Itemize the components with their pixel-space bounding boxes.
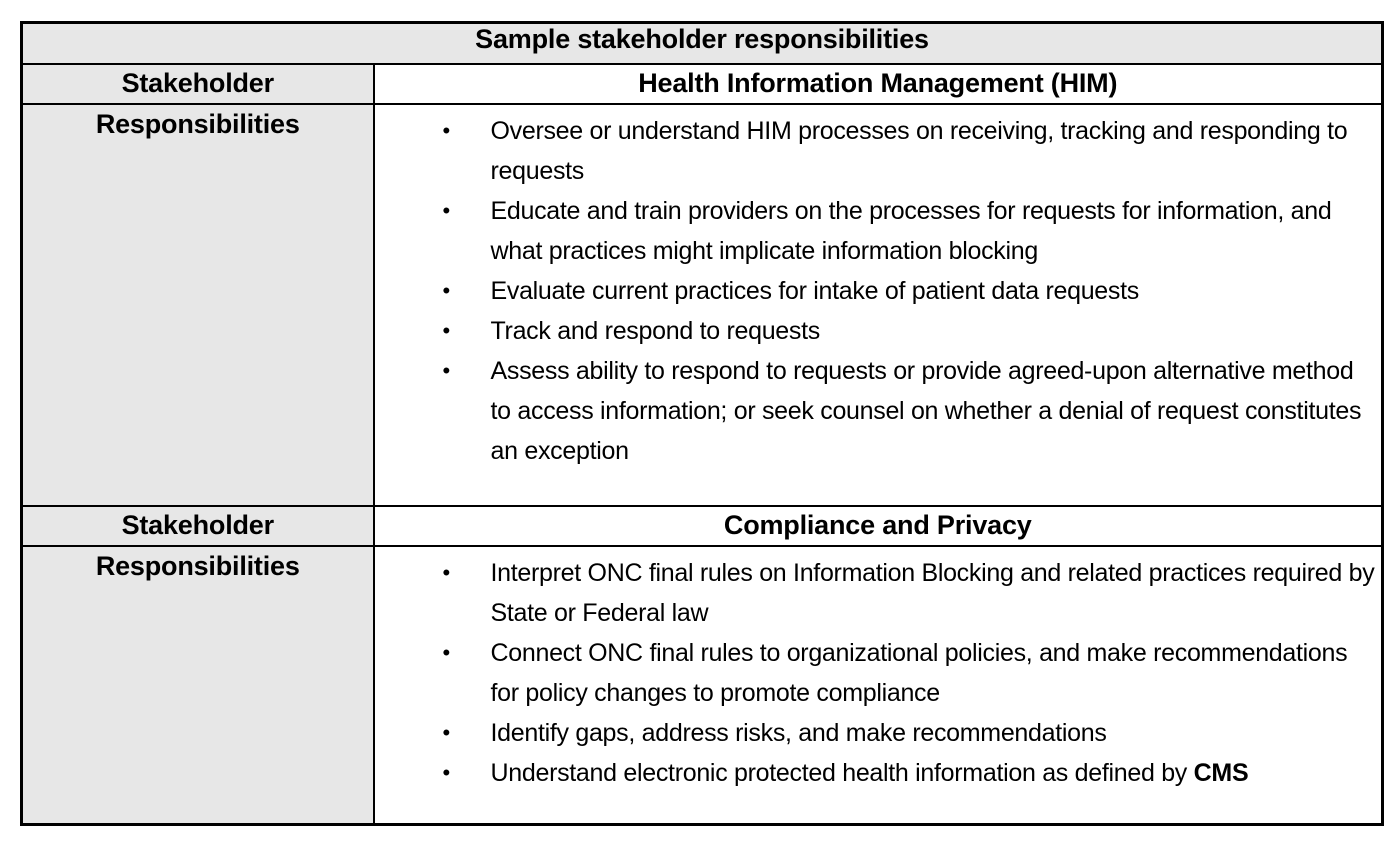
bullet-text: Assess ability to respond to requests or provide agreed-upon alternative method to access information; or seek counsel on whether a denial of request constitutes an exception xyxy=(490,356,1362,465)
bullet-text: Connect ONC final rules to organizational policies, and make recommendations for policy changes to promote compliance xyxy=(490,638,1348,707)
responsibilities-row-him xyxy=(22,104,1383,506)
bullet-text: Interpret ONC final rules on Information Blocking and related practices required by State or Federal law xyxy=(490,558,1375,627)
responsibilities-label: Responsibilities xyxy=(22,546,374,825)
bullet-item xyxy=(375,271,1378,311)
bullet-item xyxy=(375,713,1378,753)
bullet-icon: • xyxy=(442,719,450,745)
bullet-icon: • xyxy=(442,559,450,585)
responsibilities-cell-compliance xyxy=(374,546,1383,825)
bullet-bold-text: CMS xyxy=(1193,758,1249,787)
bullet-text: Understand electronic protected health information as defined by CMS xyxy=(490,758,1249,787)
bullet-icon: • xyxy=(442,317,450,343)
responsibilities-row-compliance xyxy=(22,546,1383,825)
stakeholder-value-him: Health Information Management (HIM) xyxy=(374,64,1383,104)
bullet-icon: • xyxy=(442,357,450,383)
table-title: Sample stakeholder responsibilities xyxy=(22,23,1383,64)
table-title-row xyxy=(22,23,1383,64)
bullet-item xyxy=(375,311,1378,351)
bullet-text: Educate and train providers on the processes for requests for information, and what practices might implicate information blocking xyxy=(490,196,1332,265)
bullet-text: Track and respond to requests xyxy=(490,316,820,345)
responsibilities-label: Responsibilities xyxy=(22,104,374,506)
stakeholder-responsibilities-table xyxy=(20,21,1384,826)
bullet-icon: • xyxy=(442,759,450,785)
stakeholder-row-compliance xyxy=(22,506,1383,546)
bullet-icon: • xyxy=(442,197,450,223)
bullet-icon: • xyxy=(442,117,450,143)
stakeholder-value-compliance: Compliance and Privacy xyxy=(374,506,1383,546)
stakeholder-label: Stakeholder xyxy=(22,64,374,104)
responsibilities-list-him xyxy=(375,111,1378,471)
responsibilities-list-compliance xyxy=(375,553,1378,793)
bullet-item xyxy=(375,351,1378,471)
bullet-icon: • xyxy=(442,639,450,665)
bullet-text: Evaluate current practices for intake of patient data requests xyxy=(490,276,1139,305)
stakeholder-label: Stakeholder xyxy=(22,506,374,546)
responsibilities-cell-him xyxy=(374,104,1383,506)
bullet-text: Oversee or understand HIM processes on receiving, tracking and responding to requests xyxy=(490,116,1348,185)
bullet-text: Identify gaps, address risks, and make recommendations xyxy=(490,718,1107,747)
bullet-item xyxy=(375,753,1378,793)
bullet-item xyxy=(375,633,1378,713)
bullet-icon: • xyxy=(442,277,450,303)
bullet-item xyxy=(375,553,1378,633)
bullet-item xyxy=(375,111,1378,191)
bullet-item xyxy=(375,191,1378,271)
stakeholder-row-him xyxy=(22,64,1383,104)
